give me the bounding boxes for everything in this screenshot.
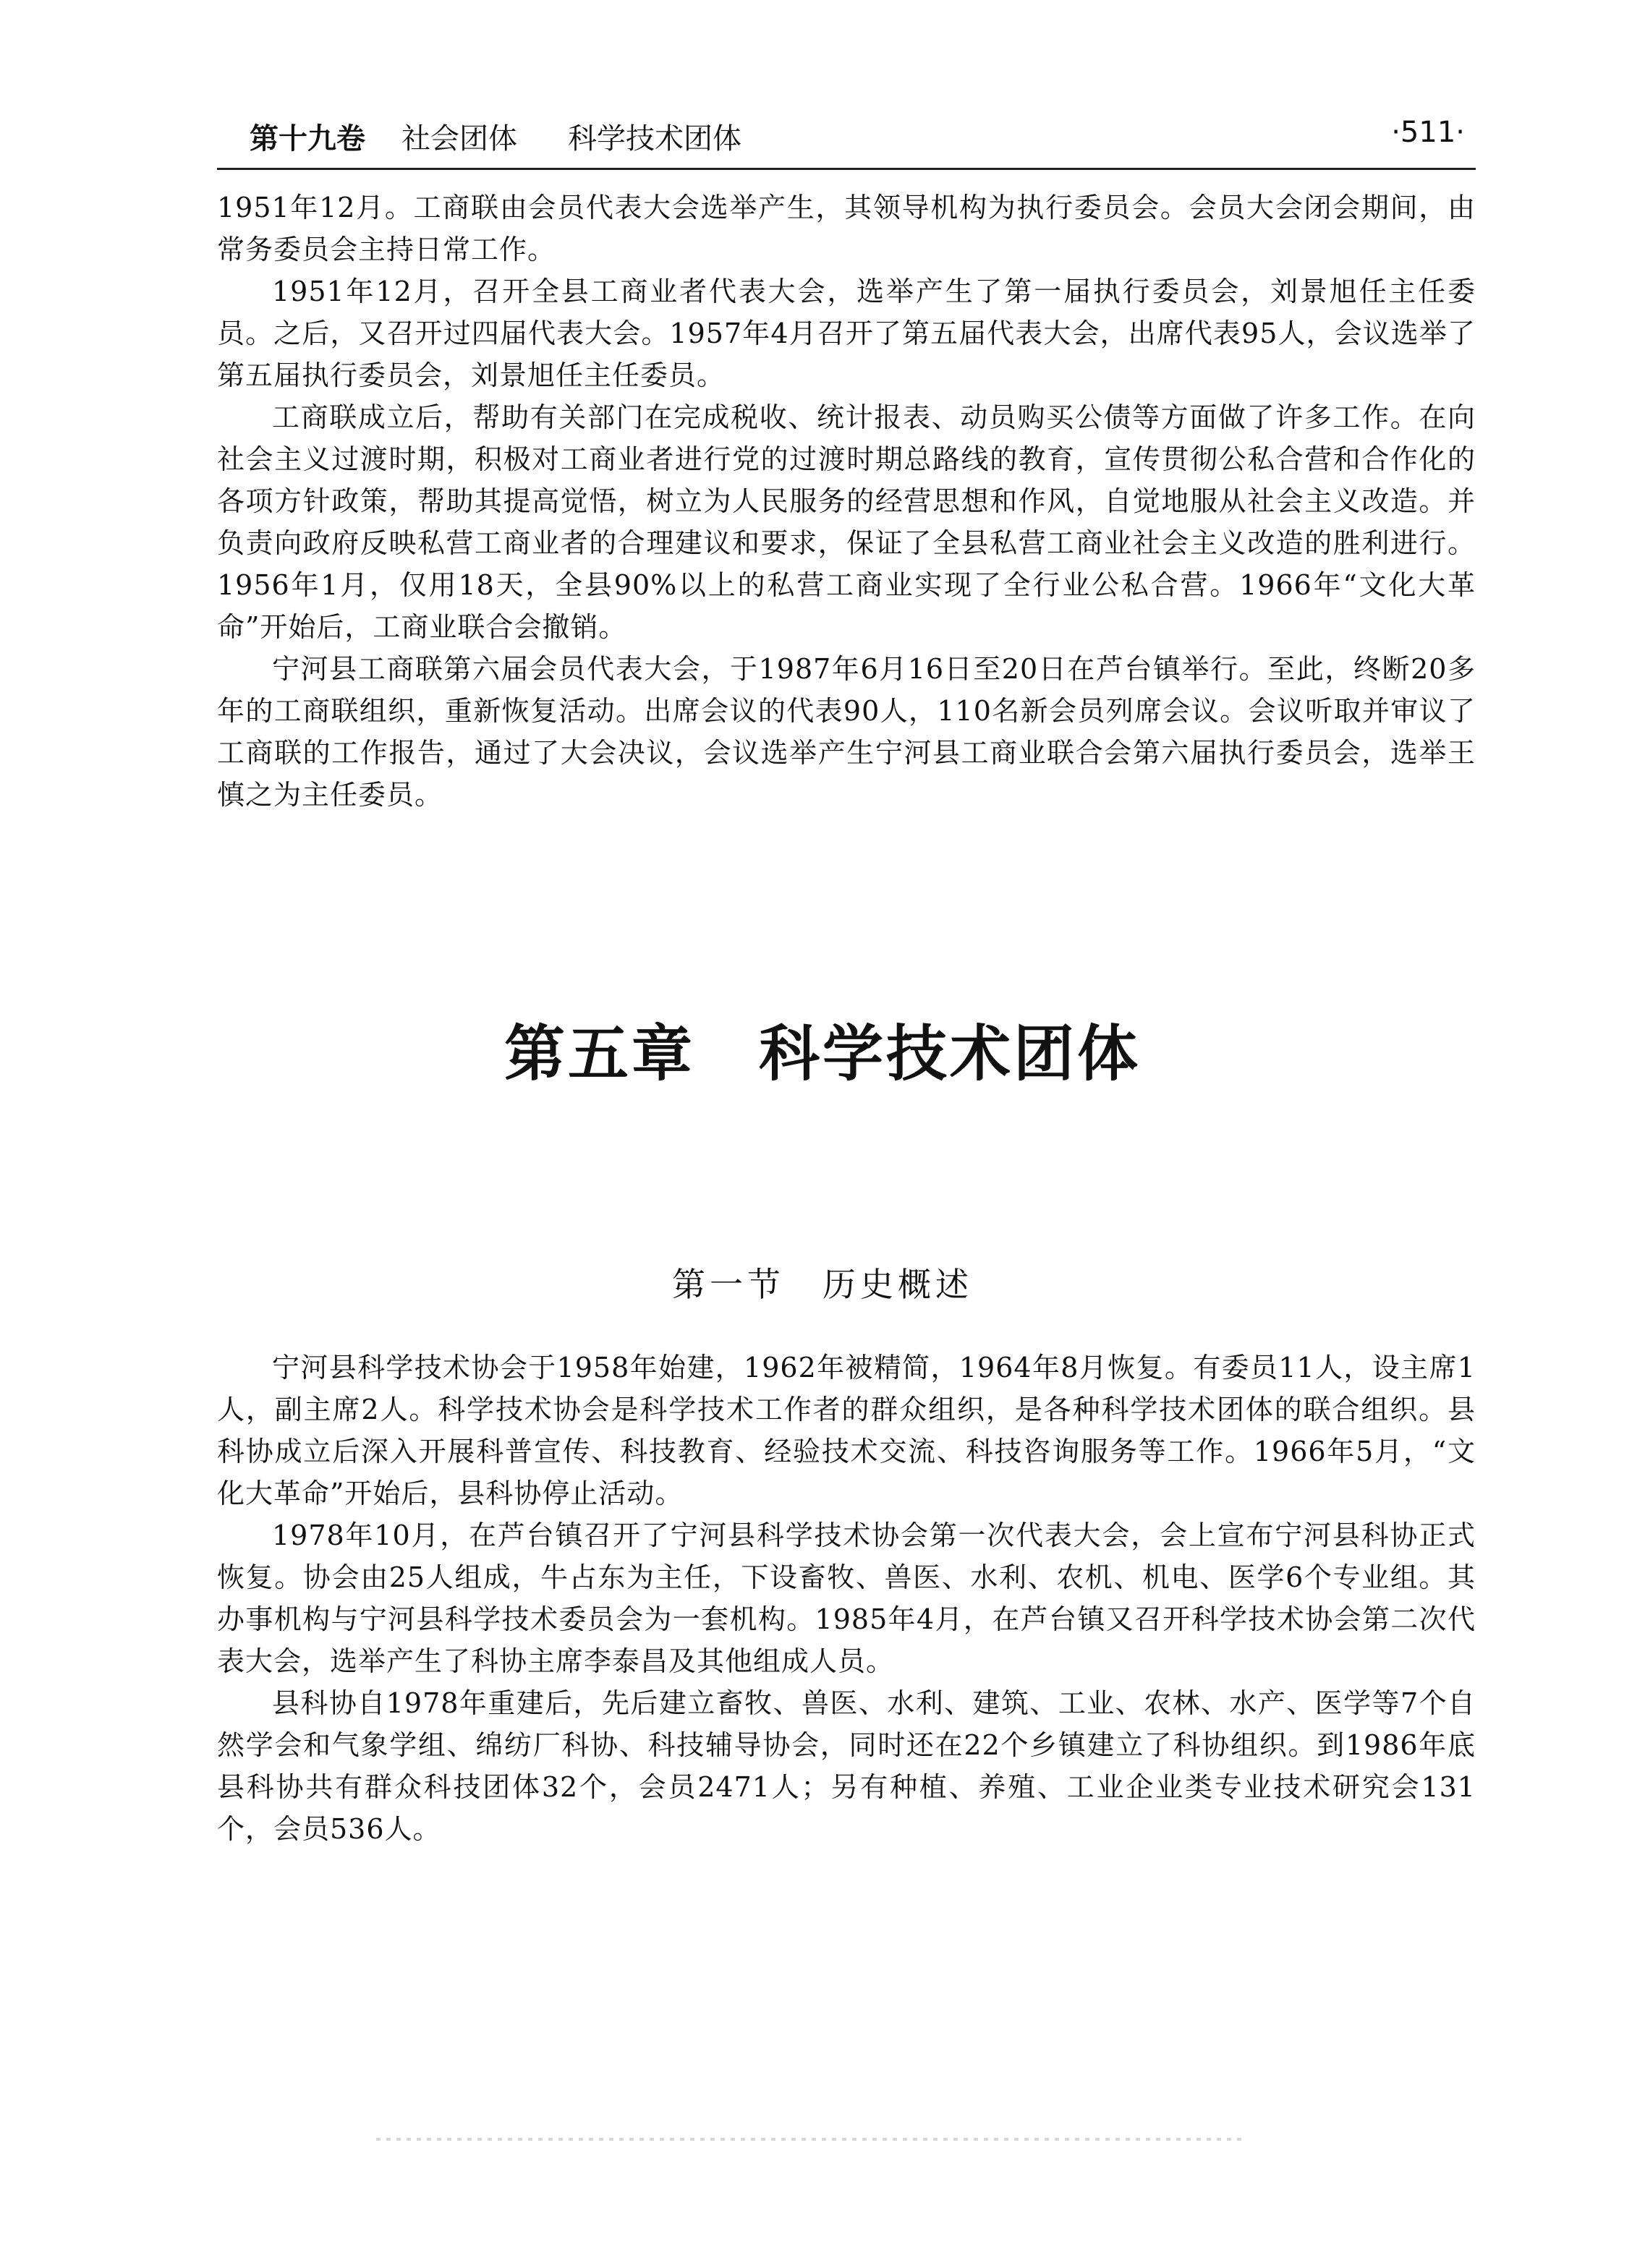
paragraph: 工商联成立后，帮助有关部门在完成税收、统计报表、动员购买公债等方面做了许多工作。在向社会主义过渡时期，积极对工商业者进行党的过渡时期总路线的教育，宣传贯彻公私合营和合作化的各项方针政策，帮助其提高觉悟，树立为人民服务的经营思想和作风，自觉地服从社会主义改造。并负责向政府反映私营工商业者的合理建议和要求，保证了全县私营工商业社会主义改造的胜利进行。1956年1月，仅用18天，全县90%以上的私营工商业实现了全行业公私合营。1966年“文化大革命”开始后，工商业联合会撤销。 bbox=[217, 401, 1476, 643]
section-title: 第一节 历史概述 bbox=[672, 1265, 973, 1304]
header-section-1: 社会团体 bbox=[401, 122, 517, 155]
page-number: ·511· bbox=[1391, 116, 1465, 149]
bottom-text-block bbox=[217, 1347, 1476, 1850]
paragraph: 宁河县科学技术协会于1958年始建，1962年被精简，1964年8月恢复。有委员11人，设主席1人，副主席2人。科学技术协会是科学技术工作者的群众组织，是各种科学技术团体的联合组织。县科协成立后深入开展科普宣传、科技教育、经验技术交流、科技咨询服务等工作。1966年5月，“文化大革命”开始后，县科协停止活动。 bbox=[217, 1352, 1476, 1509]
paragraph: 县科协自1978年重建后，先后建立畜牧、兽医、水利、建筑、工业、农林、水产、医学等7个自然学会和气象学组、绵纺厂科协、科技辅导协会，同时还在22个乡镇建立了科协组织。到1986年底县科协共有群众科技团体32个，会员2471人；另有种植、养殖、工业企业类专业技术研究会131个，会员536人。 bbox=[217, 1687, 1476, 1845]
top-text-block bbox=[217, 187, 1476, 816]
paragraph: 1978年10月，在芦台镇召开了宁河县科学技术协会第一次代表大会，会上宣布宁河县科协正式恢复。协会由25人组成，牛占东为主任，下设畜牧、兽医、水利、农机、机电、医学6个专业组。其办事机构与宁河县科学技术委员会为一套机构。1985年4月，在芦台镇又召开科学技术协会第二次代表大会，选举产生了科协主席李泰昌及其他组成人员。 bbox=[217, 1519, 1476, 1677]
header-divider bbox=[217, 168, 1476, 170]
chapter-title: 第五章 科学技术团体 bbox=[503, 1018, 1141, 1089]
paragraph: 宁河县工商联第六届会员代表大会，于1987年6月16日至20日在芦台镇举行。至此，终断20多年的工商联组织，重新恢复活动。出席会议的代表90人，110名新会员列席会议。会议听取并审议了工商联的工作报告，通过了大会决议，会议选举产生宁河县工商业联合会第六届执行委员会，选举王慎之为主任委员。 bbox=[217, 653, 1476, 811]
paragraph: 1951年12月。工商联由会员代表大会选举产生，其领导机构为执行委员会。会员大会闭会期间，由常务委员会主持日常工作。 bbox=[217, 192, 1476, 265]
header-section-2: 科学技术团体 bbox=[568, 122, 741, 155]
running-header bbox=[250, 116, 1465, 159]
header-volume: 第十九卷 bbox=[250, 122, 365, 155]
paragraph: 1951年12月，召开全县工商业者代表大会，选举产生了第一届执行委员会，刘景旭任主任委员。之后，又召开过四届代表大会。1957年4月召开了第五届代表大会，出席代表95人，会议选举了第五届执行委员会，刘景旭任主任委员。 bbox=[217, 276, 1476, 391]
scan-artifact bbox=[376, 2138, 1244, 2141]
